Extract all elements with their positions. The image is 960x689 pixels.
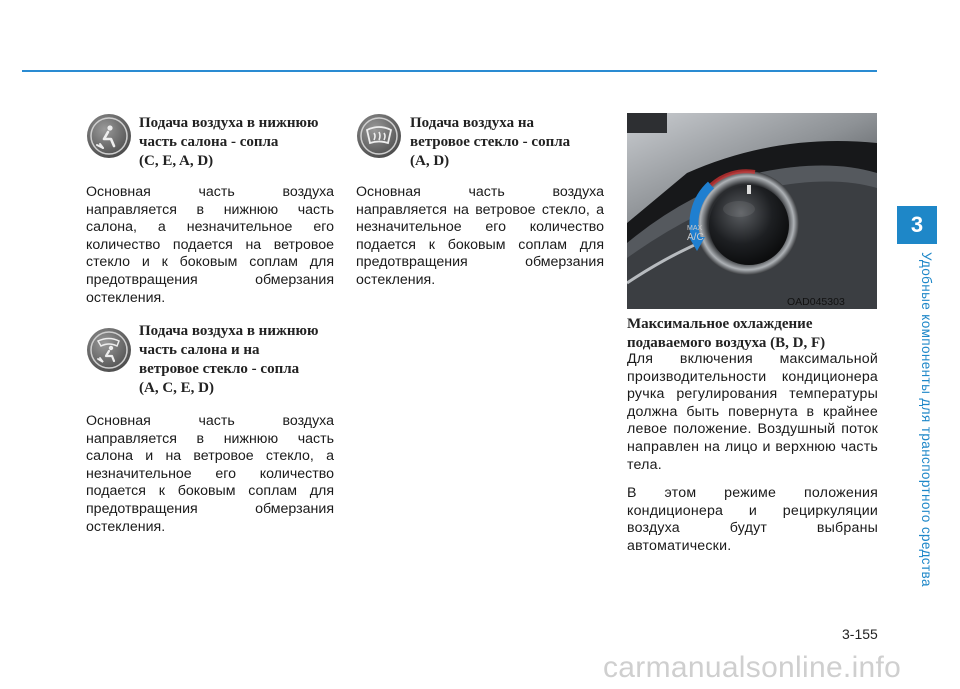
heading-line: Подача воздуха на bbox=[410, 115, 534, 131]
photo-code: OAD045303 bbox=[787, 296, 845, 308]
paragraph-floor-vent: Основная часть воздуха направляется в нижнюю часть салона, а незначительное его количество подается на ветровое стекло и к боковым соплам для предотвращения обмерзания остекления. bbox=[86, 184, 334, 306]
paragraph-max-cooling-1: Для включения максимальной производительности кондиционера ручка регулирования температуры должна быть повернута в крайнее левое положение. Воздушный поток направлен на лицо и верхнюю часть тела. bbox=[627, 351, 878, 473]
defrost-icon bbox=[356, 113, 402, 159]
heading-line: (A, C, E, D) bbox=[139, 380, 214, 396]
floor-vent-icon bbox=[86, 113, 132, 159]
floor-defrost-vent-icon bbox=[86, 327, 132, 373]
heading-floor-vent bbox=[139, 114, 339, 171]
heading-line: ветровое стекло - сопла bbox=[410, 134, 571, 150]
paragraph-max-cooling-2: В этом режиме положения кондиционера и рециркуляции воздуха будут выбраны автоматически. bbox=[627, 485, 878, 554]
knob-label bbox=[687, 225, 704, 243]
chapter-tab: 3 bbox=[897, 206, 937, 244]
heading-line: Подача воздуха в нижнюю bbox=[139, 115, 319, 131]
top-rule bbox=[22, 70, 877, 72]
heading-line: Максимальное охлаждение bbox=[627, 316, 813, 332]
page-number: 3-155 bbox=[842, 626, 878, 642]
heading-line: подаваемого воздуха (B, D, F) bbox=[627, 335, 826, 351]
heading-max-cooling bbox=[627, 315, 882, 353]
heading-line: (C, E, A, D) bbox=[139, 153, 214, 169]
knob-label-max: MAX bbox=[687, 225, 703, 232]
watermark: carmanualsonline.info bbox=[603, 651, 902, 684]
paragraph-defrost: Основная часть воздуха направляется на ветровое стекло, а незначительное его количество подается к боковым соплам для предотвращения обмерзания остекления. bbox=[356, 184, 604, 288]
heading-line: часть салона и на bbox=[139, 342, 260, 358]
paragraph-floor-defrost-vent: Основная часть воздуха направляется в нижнюю часть салона и на ветровое стекло, а незначительное его количество подается к боковым соплам для предотвращения обмерзания остекления. bbox=[86, 413, 334, 535]
climate-knob-photo bbox=[627, 113, 877, 309]
heading-line: (A, D) bbox=[410, 153, 450, 169]
chapter-title: Удобные компоненты для транспортного средства bbox=[919, 252, 934, 587]
heading-line: часть салона - сопла bbox=[139, 134, 279, 150]
heading-floor-defrost-vent bbox=[139, 322, 339, 398]
knob-label-ac: A/C bbox=[687, 232, 704, 243]
heading-line: Подача воздуха в нижнюю bbox=[139, 323, 319, 339]
heading-line: ветровое стекло - сопла bbox=[139, 361, 300, 377]
heading-defrost bbox=[410, 114, 610, 171]
